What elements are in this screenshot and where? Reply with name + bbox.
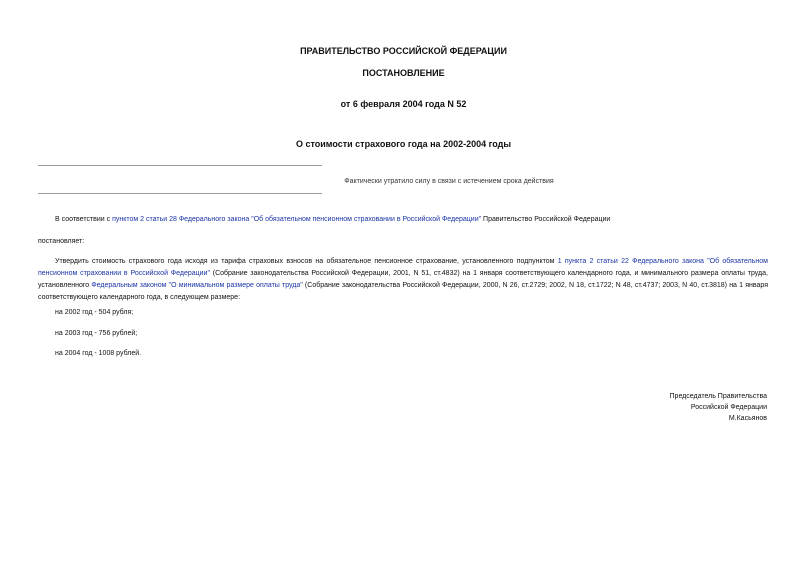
intro-prefix: В соответствии с	[55, 216, 113, 223]
law-link-article-22[interactable]: 1 пункта 2 статьи 22 Федерального закона "Об обязательном пенсионном страховании в Российской Федерации"	[38, 258, 768, 277]
signature-name: М.Касьянов	[728, 415, 767, 422]
document-title: О стоимости страхового года на 2002-2004 годы	[295, 139, 512, 149]
main-part-3: (Собрание законодательства Российской Федерации, 2000, N 26, ст.2729; 2002, N 18, ст.1722; N 48, ст.4737; 2003, N 40, ст.3818) на 1 января соответствующего календарного года, в следующем размере:	[38, 282, 768, 301]
law-link-article-28[interactable]: пунктом 2 статьи 28 Федерального закона "Об обязательном пенсионном страховании в Российской Федерации"	[112, 216, 482, 223]
divider-top	[38, 165, 322, 166]
status-note: Фактически утратило силу в связи с истечением срока действия	[344, 178, 554, 185]
document-type: ПОСТАНОВЛЕНИЕ	[362, 68, 445, 78]
list-item: на 2002 год - 504 рубля;	[55, 309, 134, 316]
intro-suffix: Правительство Российской Федерации	[481, 216, 611, 223]
divider-bottom	[38, 193, 322, 194]
signature-country: Российской Федерации	[690, 404, 767, 411]
document-date-number: от 6 февраля 2004 года N 52	[340, 99, 467, 109]
signature-position: Председатель Правительства	[669, 393, 767, 400]
intro-paragraph	[38, 214, 768, 226]
list-item: на 2003 год - 756 рублей;	[55, 330, 138, 337]
signature-block	[670, 391, 767, 424]
main-paragraph	[38, 256, 768, 304]
resolves-text: постановляет:	[38, 238, 85, 245]
law-link-minimum-wage[interactable]: Федеральным законом "О минимальном размере оплаты труда"	[91, 282, 303, 289]
government-heading: ПРАВИТЕЛЬСТВО РОССИЙСКОЙ ФЕДЕРАЦИИ	[300, 46, 507, 56]
list-item: на 2004 год - 1008 рублей.	[55, 350, 142, 357]
main-part-1: Утвердить стоимость страхового года исходя из тарифа страховых взносов на обязательное пенсионное страхование, установленного подпунктом	[55, 258, 558, 265]
main-part-2: (Собрание законодательства Российской Федерации, 2001, N 51, ст.4832) на 1 января соответствующего календарного года, и минимального размера оплаты труда, установленного	[38, 270, 768, 289]
